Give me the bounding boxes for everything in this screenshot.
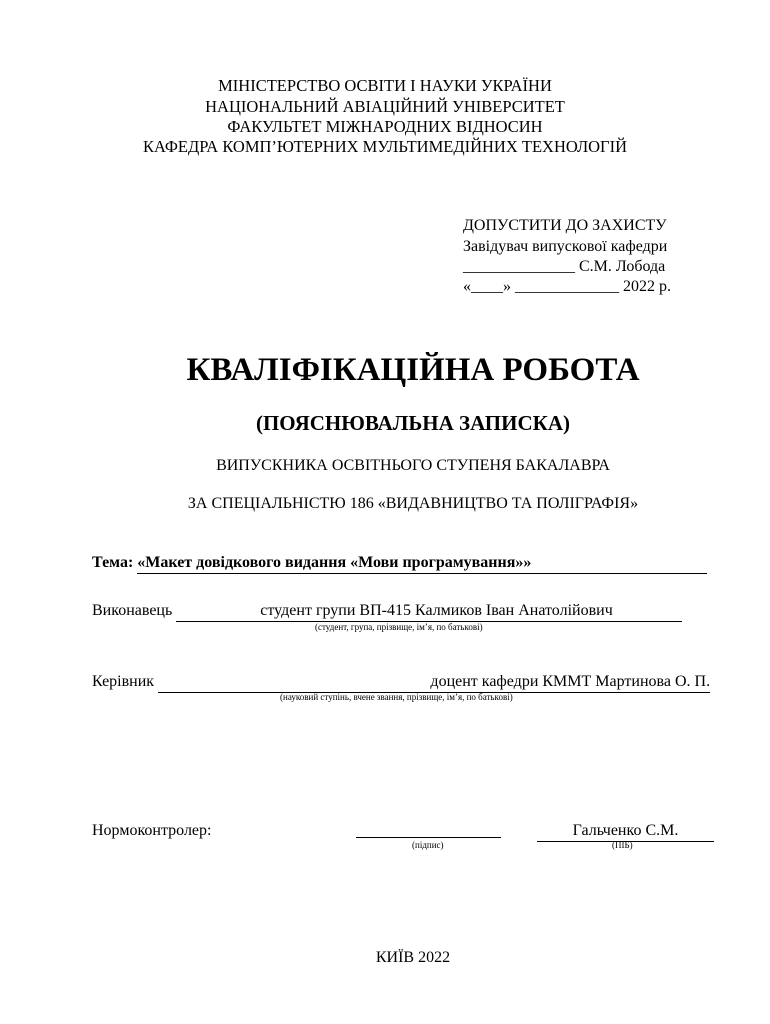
- supervisor-hint: (науковий ступінь, вчене звання, прізвище, ім’я, по батькові): [280, 692, 513, 702]
- supervisor-value: доцент кафедри КММТ Мартинова О. П.: [158, 672, 710, 693]
- executor-hint: (студент, група, прізвище, ім’я, по батькові): [315, 622, 483, 632]
- topic-row: [92, 553, 707, 574]
- supervisor-label: Керівник: [92, 673, 159, 690]
- city-year: КИЇВ 2022: [375, 949, 451, 966]
- document-title: КВАЛІФІКАЦІЙНА РОБОТА: [186, 352, 640, 388]
- approval-head-name: С.М. Лобода: [575, 258, 666, 275]
- executor-label: Виконавець: [92, 602, 177, 619]
- approval-signature-blank: ______________: [463, 258, 575, 275]
- normcontrol-signature-line: [356, 837, 501, 838]
- approval-title: ДОПУСТИТИ ДО ЗАХИСТУ: [463, 217, 667, 234]
- department-line: КАФЕДРА КОМП’ЮТЕРНИХ МУЛЬТИМЕДІЙНИХ ТЕХНОЛОГІЙ: [142, 137, 628, 156]
- normcontrol-signature-hint: (підпис): [412, 840, 444, 850]
- approval-signature-line: [463, 256, 665, 277]
- topic-label: Тема:: [92, 554, 138, 571]
- executor-value: студент групи ВП-415 Калмиков Іван Анатолійович: [176, 601, 682, 622]
- supervisor-row: [92, 672, 710, 693]
- ministry-line: МІНІСТЕРСТВО ОСВІТИ І НАУКИ УКРАЇНИ: [218, 76, 552, 95]
- approval-date-line: «____» _____________ 2022 р.: [463, 278, 671, 295]
- degree-line: ВИПУСКНИКА ОСВІТНЬОГО СТУПЕНЯ БАКАЛАВРА: [216, 457, 610, 474]
- executor-row: [92, 601, 682, 622]
- university-line: НАЦІОНАЛЬНИЙ АВІАЦІЙНИЙ УНІВЕРСИТЕТ: [205, 97, 565, 116]
- faculty-line: ФАКУЛЬТЕТ МІЖНАРОДНИХ ВІДНОСИН: [227, 117, 543, 136]
- specialty-line: ЗА СПЕЦІАЛЬНІСТЮ 186 «ВИДАВНИЦТВО ТА ПОЛІГРАФІЯ»: [187, 495, 639, 512]
- topic-value: «Макет довідкового видання «Мови програмування»»: [137, 553, 707, 574]
- approval-position: Завідувач випускової кафедри: [463, 238, 668, 255]
- normcontrol-label: Нормоконтролер:: [92, 822, 212, 839]
- document-subtitle: (ПОЯСНЮВАЛЬНА ЗАПИСКА): [255, 411, 570, 435]
- normcontrol-name: Гальченко С.М.: [537, 821, 714, 842]
- normcontrol-name-hint: (ПІБ): [612, 840, 633, 850]
